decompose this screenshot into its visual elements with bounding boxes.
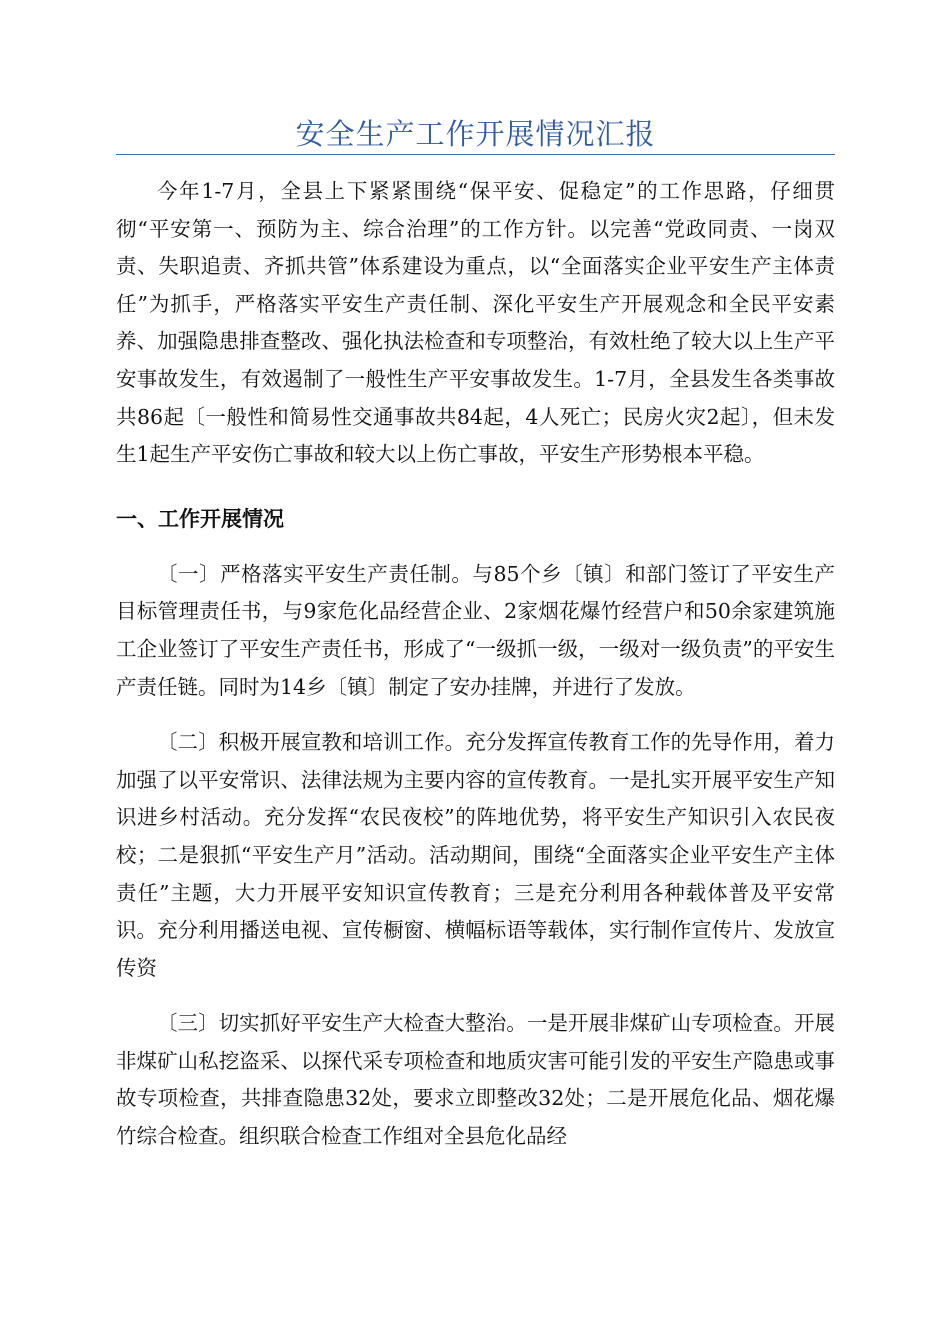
intro-paragraph: 今年1-7月，全县上下紧紧围绕“保平安、促稳定”的工作思路，仔细贯彻“平安第一、预防为主、综合治理”的工作方针。以完善“党政同责、一岗双责、失职追责、齐抓共管”体系建设为重点，以“全面落实企业平安生产主体责任”为抓手，严格落实平安生产责任制、深化平安生产开展观念和全民平安素养、加强隐患排查整改、强化执法检查和专项整治，有效杜绝了较大以上生产平安事故发生，有效遏制了一般性生产平安事故发生。1-7月，全县发生各类事故共86起〔一般性和简易性交通事故共84起，4人死亡；民房火灾2起〕，但未发生1起生产平安伤亡事故和较大以上伤亡事故，平安生产形势根本平稳。: [116, 179, 835, 467]
document-page: [116, 0, 835, 1156]
document-title: 安全生产工作开展情况汇报: [295, 117, 656, 151]
title-underline: [116, 154, 835, 155]
item-paragraph-2: 〔二〕积极开展宣教和培训工作。充分发挥宣传教育工作的先导作用，着力加强了以平安常识、法律法规为主要内容的宣传教育。一是扎实开展平安生产知识进乡村活动。充分发挥“农民夜校”的阵地优势，将平安生产知识引入农民夜校；二是狠抓“平安生产月”活动。活动期间，围绕“全面落实企业平安生产主体责任”主题，大力开展平安知识宣传教育；三是充分利用各种载体普及平安常识。充分利用播送电视、宣传橱窗、横幅标语等载体，实行制作宣传片、发放宣传资: [116, 730, 835, 980]
item-paragraph-1: 〔一〕严格落实平安生产责任制。与85个乡〔镇〕和部门签订了平安生产目标管理责任书，与9家危化品经营企业、2家烟花爆竹经营户和50余家建筑施工企业签订了平安生产责任书，形成了“一级抓一级，一级对一级负责”的平安生产责任链。同时为14乡〔镇〕制定了安办挂牌，并进行了发放。: [116, 561, 835, 699]
item-paragraph-3: 〔三〕切实抓好平安生产大检查大整治。一是开展非煤矿山专项检查。开展非煤矿山私挖盗采、以探代采专项检查和地质灾害可能引发的平安生产隐患或事故专项检查，共排查隐患32处，要求立即整改32处；二是开展危化品、烟花爆竹综合检查。组织联合检查工作组对全县危化品经: [116, 1011, 835, 1149]
section-heading: 一、工作开展情况: [116, 506, 284, 531]
